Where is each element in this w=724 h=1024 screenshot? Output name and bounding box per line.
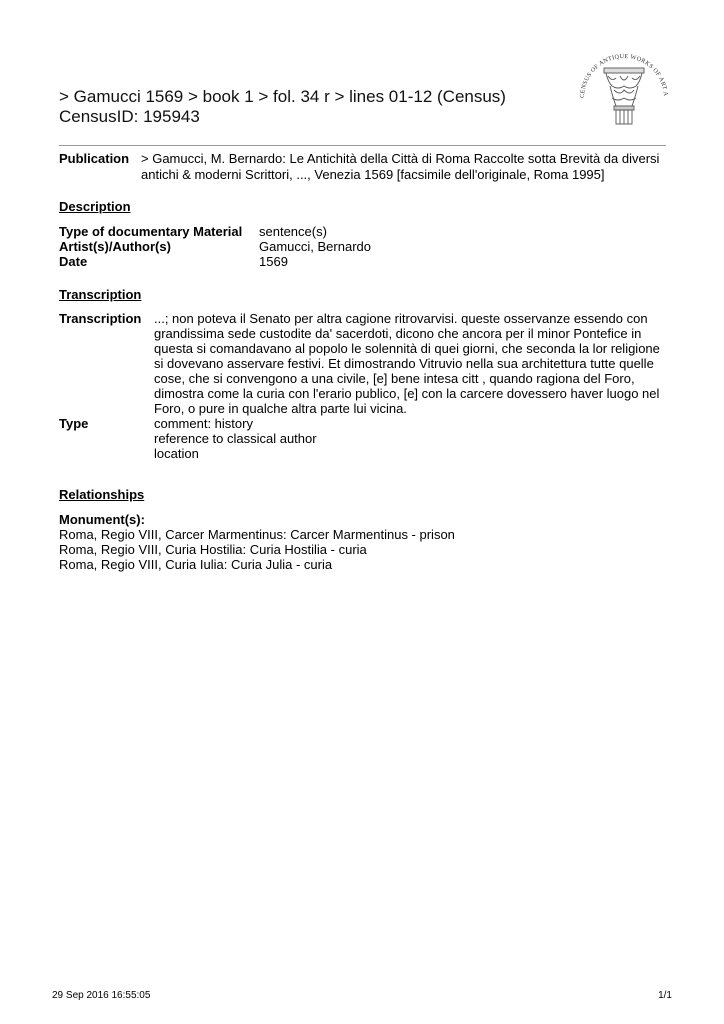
monument-list	[59, 527, 455, 572]
publication-value: > Gamucci, M. Bernardo: Le Antichità della Città di Roma Raccolte sotta Brevità da diversi antichi & moderni Scrittori, ..., Venezia 1569 [facsimile dell'originale, Roma 1995]	[141, 151, 660, 182]
author-value: Gamucci, Bernardo	[259, 239, 371, 254]
page-title	[59, 87, 506, 127]
corinthian-capital-icon	[568, 40, 680, 140]
transcription-text: ...; non poteva il Senato per altra cagione ritrovarvisi. queste osservanze essendo con grandissima sede custodite da' sacerdoti, dicono che ancora per il minor Pontefice in questa si comandavano al popolo le solennità di quei giorni, che seconda la lor religione si dovevano asservare festivi. Et dimostrando Vitruvio nella sua architettura tutte quelle cose, che si convengono a una civile, [e] bene intesa citt , quando ragiona del Foro, dimostra come la curia con l'erario publico, [e] con la carcere dovessero haver luogo nel Foro, o pure in qualche altra parte lui vicina.	[154, 311, 660, 416]
transcription-label: Transcription	[59, 311, 142, 326]
publication-label: Publication	[59, 151, 130, 166]
type-list	[154, 416, 317, 461]
transcription-heading: Transcription	[59, 287, 142, 302]
monuments-label: Monument(s):	[59, 512, 145, 527]
doc-material-value: sentence(s)	[259, 224, 327, 239]
date-label: Date	[59, 254, 88, 269]
relationships-heading: Relationships	[59, 487, 145, 502]
monument-item: Roma, Regio VIII, Curia Hostilia: Curia Hostilia - curia	[59, 542, 367, 557]
header-divider	[59, 145, 666, 146]
type-item: location	[154, 446, 199, 461]
description-heading: Description	[59, 199, 131, 214]
date-value: 1569	[259, 254, 288, 269]
type-item: comment: history	[154, 416, 253, 431]
logo-text: CENSUS OF ANTIQUE WORKS OF ART A	[578, 52, 670, 99]
census-id: CensusID: 195943	[59, 107, 200, 126]
footer-page-number: 1/1	[658, 990, 672, 1001]
author-label: Artist(s)/Author(s)	[59, 239, 171, 254]
monument-item: Roma, Regio VIII, Carcer Marmentinus: Carcer Marmentinus - prison	[59, 527, 455, 542]
doc-material-label: Type of documentary Material	[59, 224, 243, 239]
footer-timestamp: 29 Sep 2016 16:55:05	[52, 990, 151, 1001]
breadcrumb: > Gamucci 1569 > book 1 > fol. 34 r > lines 01-12 (Census)	[59, 87, 506, 106]
type-label: Type	[59, 416, 89, 431]
type-item: reference to classical author	[154, 431, 317, 446]
census-logo	[568, 40, 680, 140]
monument-item: Roma, Regio VIII, Curia Iulia: Curia Julia - curia	[59, 557, 333, 572]
